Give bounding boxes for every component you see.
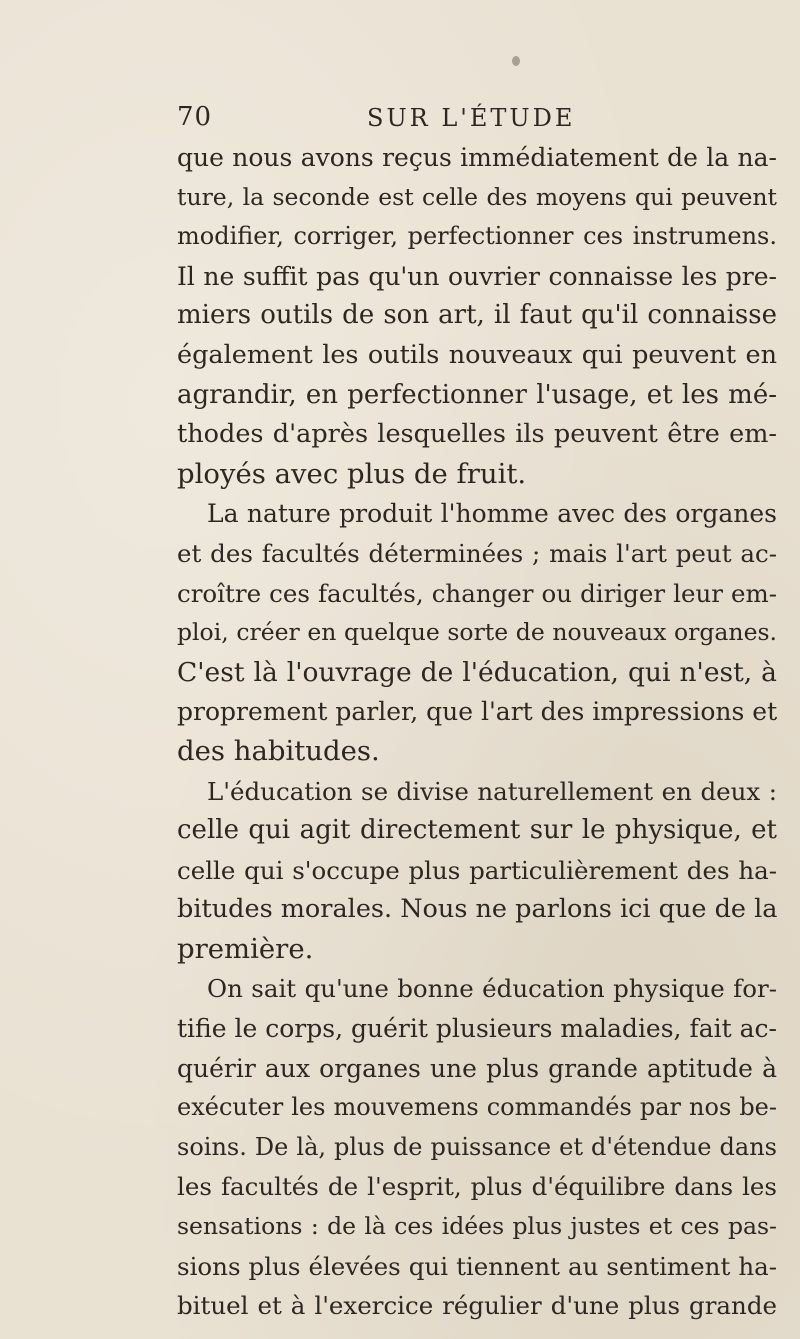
text-line: que nous avons reçus immédiatement de la na- — [177, 143, 777, 172]
text-line: première. — [177, 932, 314, 965]
text-line: sensations : de là ces idées plus justes et ces pas- — [177, 1212, 777, 1241]
paragraph-start: On sait qu'une bonne éducation physique for- — [207, 974, 777, 1004]
body-text — [177, 138, 777, 1326]
text-line: les facultés de l'esprit, plus d'équilibre dans les — [177, 1172, 777, 1202]
text-line: sions plus élevées qui tiennent au sentiment ha- — [177, 1251, 777, 1281]
text-line: Il ne suffit pas qu'un ouvrier connaisse les pre- — [177, 261, 777, 291]
text-line: quérir aux organes une plus grande aptitude à — [177, 1053, 777, 1083]
text-line: ture, la seconde est celle des moyens qui peuvent — [177, 182, 777, 211]
text-line: et des facultés déterminées ; mais l'art peut ac- — [177, 538, 777, 568]
ink-spot — [512, 56, 520, 66]
text-line: modifier, corriger, perfectionner ces instrumens. — [177, 222, 777, 251]
text-line: également les outils nouveaux qui peuvent en — [177, 339, 777, 370]
text-line: C'est là l'ouvrage de l'éducation, qui n'est, à — [177, 656, 777, 688]
text-line: celle qui s'occupe plus particulièrement des ha- — [177, 855, 777, 885]
text-line: soins. De là, plus de puissance et d'étendue dans — [177, 1132, 777, 1161]
text-line: exécuter les mouvemens commandés par nos be- — [177, 1093, 777, 1122]
page-number: 70 — [177, 102, 213, 132]
paragraph-start: La nature produit l'homme avec des organes — [207, 499, 777, 529]
text-line: thodes d'après lesquelles ils peuvent être em- — [177, 419, 777, 450]
text-line: tifie le corps, guérit plusieurs maladies, fait ac- — [177, 1014, 777, 1044]
text-line: des habitudes. — [177, 734, 380, 767]
text-line: croître ces facultés, changer ou diriger leur em- — [177, 578, 777, 608]
page-header — [177, 102, 647, 138]
text-line: agrandir, en perfectionner l'usage, et les mé- — [177, 379, 777, 410]
text-line: ployés avec plus de fruit. — [177, 457, 527, 490]
text-line: proprement parler, que l'art des impressions et — [177, 697, 778, 727]
text-line: ploi, créer en quelque sorte de nouveaux organes. — [177, 618, 777, 647]
paragraph-start: L'éducation se divise naturellement en deux : — [207, 776, 777, 806]
text-line: bitudes morales. Nous ne parlons ici que de la — [177, 894, 778, 925]
text-line: celle qui agit directement sur le physique, et — [177, 815, 777, 846]
running-head: SUR L'ÉTUDE — [367, 104, 576, 132]
text-line: bituel et à l'exercice régulier d'une plus grande — [177, 1291, 777, 1321]
text-line: miers outils de son art, il faut qu'il connaisse — [177, 300, 777, 331]
